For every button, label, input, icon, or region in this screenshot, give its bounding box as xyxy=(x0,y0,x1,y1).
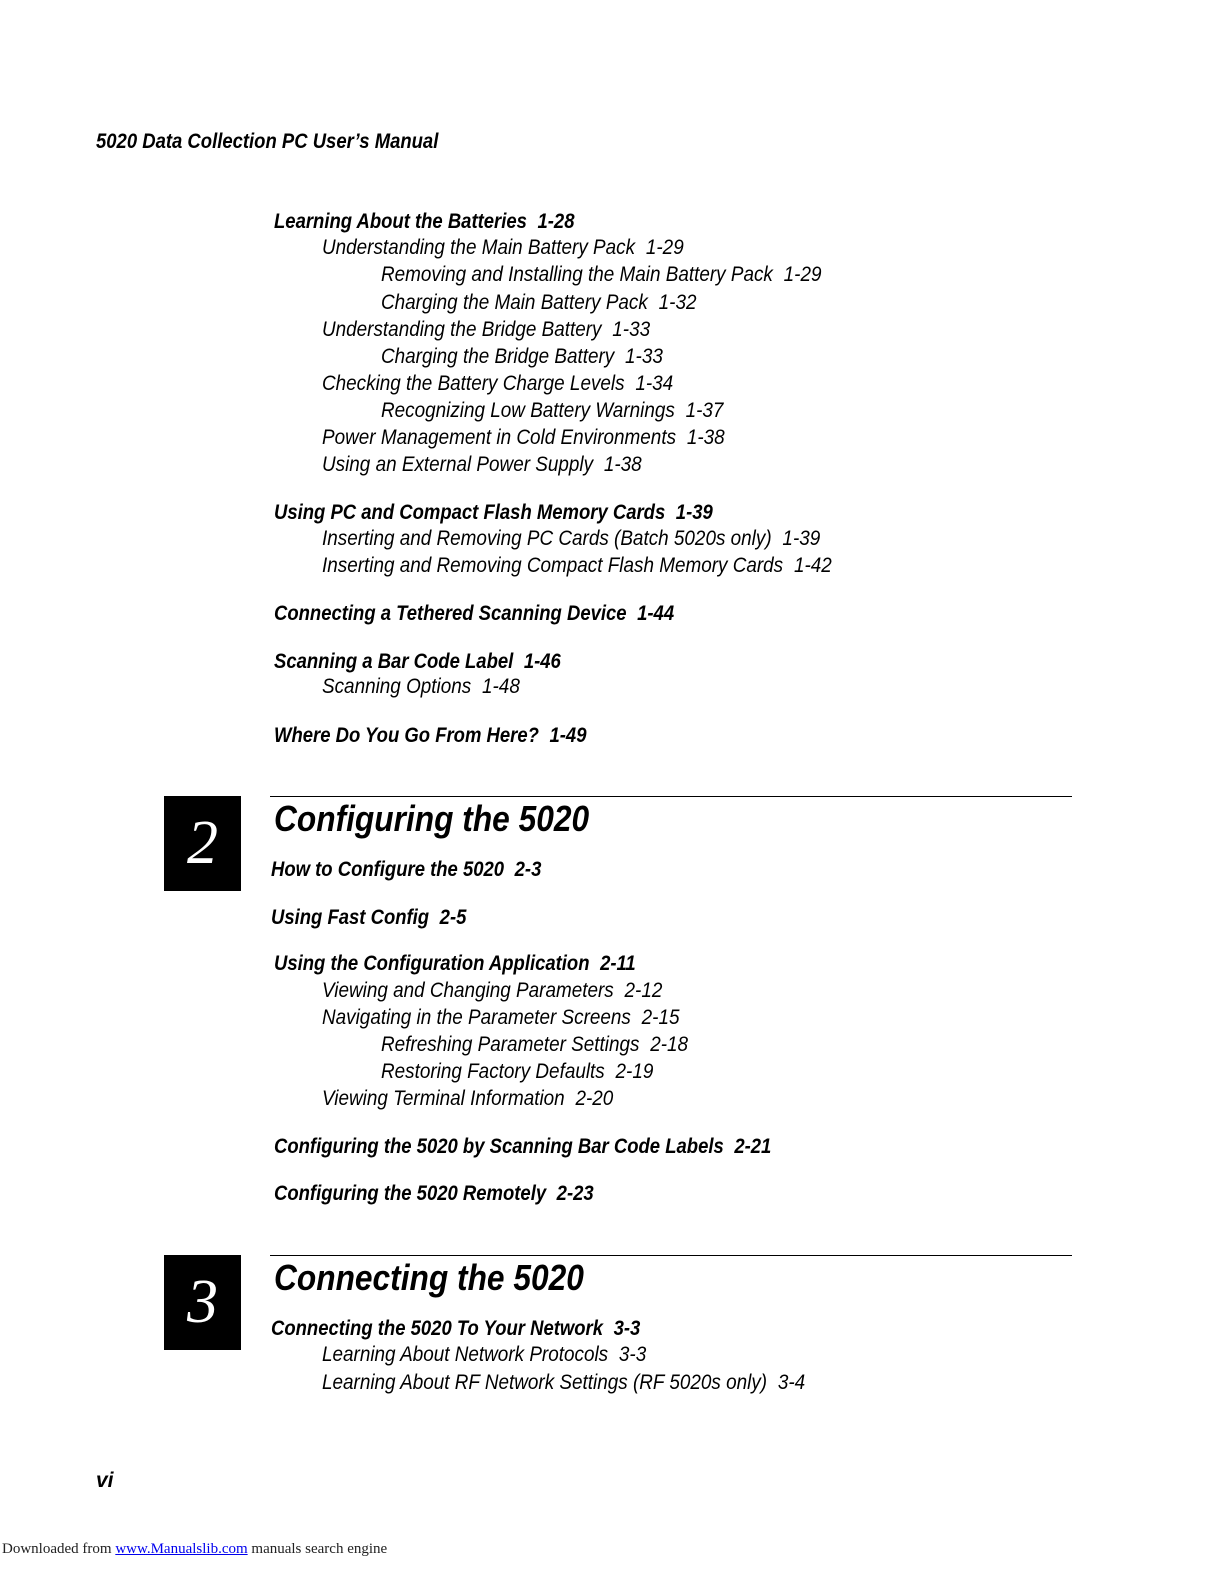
toc-entry[interactable] xyxy=(274,952,636,976)
toc-entry-title: Where Do You Go From Here? xyxy=(274,724,539,747)
toc-entry-page: 1-49 xyxy=(549,724,587,747)
toc-entry-page: 2-18 xyxy=(650,1033,689,1056)
chapter-number-badge: 3 xyxy=(164,1255,241,1350)
chapter-divider xyxy=(270,1255,1072,1256)
toc-entry-page: 2-21 xyxy=(734,1135,772,1158)
chapter-title[interactable]: Configuring the 5020 xyxy=(274,798,590,839)
toc-entry[interactable] xyxy=(322,318,650,342)
chapter-number-badge: 2 xyxy=(164,796,241,891)
toc-entry[interactable] xyxy=(381,345,663,369)
toc-entry-title: Restoring Factory Defaults xyxy=(381,1060,605,1083)
toc-entry[interactable] xyxy=(274,1182,594,1206)
toc-entry[interactable] xyxy=(322,1006,679,1030)
toc-entry[interactable] xyxy=(322,979,662,1003)
toc-entry-page: 2-15 xyxy=(641,1006,680,1029)
page-number: vi xyxy=(96,1469,114,1492)
toc-entry-title: Refreshing Parameter Settings xyxy=(381,1033,640,1056)
toc-entry[interactable] xyxy=(322,372,673,396)
toc-entry-title: Viewing Terminal Information xyxy=(322,1087,565,1110)
toc-entry[interactable] xyxy=(322,527,820,551)
toc-entry-title: Using an External Power Supply xyxy=(322,453,594,476)
toc-entry-page: 2-20 xyxy=(575,1087,614,1110)
toc-entry[interactable] xyxy=(322,426,725,450)
toc-entry[interactable] xyxy=(322,675,520,699)
toc-entry-title: Learning About Network Protocols xyxy=(322,1343,609,1366)
toc-entry-page: 1-33 xyxy=(612,318,651,341)
toc-entry-page: 1-38 xyxy=(686,426,725,449)
toc-entry-page: 1-29 xyxy=(783,263,822,286)
toc-entry-title: Charging the Bridge Battery xyxy=(381,345,615,368)
toc-entry-page: 1-39 xyxy=(675,501,713,524)
toc-entry-title: Recognizing Low Battery Warnings xyxy=(381,399,675,422)
toc-entry[interactable] xyxy=(274,501,713,525)
toc-entry-page: 1-32 xyxy=(658,291,697,314)
toc-entry-title: How to Configure the 5020 xyxy=(271,858,505,881)
toc-entry[interactable] xyxy=(271,858,541,882)
toc-entry-page: 1-42 xyxy=(793,554,832,577)
toc-entry-title: Understanding the Main Battery Pack xyxy=(322,236,636,259)
download-credit xyxy=(2,1541,387,1558)
toc-entry-page: 2-5 xyxy=(439,906,467,929)
toc-entry-title: Power Management in Cold Environments xyxy=(322,426,677,449)
chapter-title[interactable]: Connecting the 5020 xyxy=(274,1257,584,1298)
toc-entry-page: 3-3 xyxy=(618,1343,647,1366)
toc-entry[interactable] xyxy=(274,602,674,626)
toc-entry-title: Scanning Options xyxy=(322,675,472,698)
toc-entry-title: Removing and Installing the Main Battery Pack xyxy=(381,263,773,286)
toc-entry-page: 1-48 xyxy=(482,675,520,698)
toc-entry[interactable] xyxy=(322,236,684,260)
toc-entry-page: 1-37 xyxy=(685,399,724,422)
chapter-divider xyxy=(270,796,1072,797)
running-header: 5020 Data Collection PC User’s Manual xyxy=(96,130,439,153)
toc-entry-title: Learning About the Batteries xyxy=(274,210,527,233)
toc-entry-page: 2-19 xyxy=(615,1060,654,1083)
toc-entry-page: 2-11 xyxy=(600,952,636,975)
toc-entry-title: Charging the Main Battery Pack xyxy=(381,291,648,314)
toc-entry[interactable] xyxy=(274,724,586,748)
toc-entry-title: Inserting and Removing Compact Flash Memory Cards xyxy=(322,554,784,577)
toc-entry-title: Using PC and Compact Flash Memory Cards xyxy=(274,501,666,524)
toc-entry-page: 1-44 xyxy=(637,602,675,625)
toc-entry-page: 2-3 xyxy=(514,858,542,881)
toc-entry-page: 1-33 xyxy=(625,345,663,368)
toc-entry[interactable] xyxy=(381,1060,653,1084)
toc-entry-title: Viewing and Changing Parameters xyxy=(322,979,614,1002)
toc-entry[interactable] xyxy=(322,1343,646,1367)
toc-entry[interactable] xyxy=(381,263,821,287)
toc-entry[interactable] xyxy=(274,210,574,234)
toc-entry-title: Scanning a Bar Code Label xyxy=(274,650,514,673)
toc-entry-page: 1-28 xyxy=(537,210,575,233)
toc-entry-page: 1-38 xyxy=(603,453,642,476)
toc-entry[interactable] xyxy=(274,1135,771,1159)
toc-entry[interactable] xyxy=(322,554,832,578)
toc-entry[interactable] xyxy=(322,1087,613,1111)
toc-entry-page: 3-4 xyxy=(777,1371,806,1394)
toc-entry-title: Connecting a Tethered Scanning Device xyxy=(274,602,627,625)
toc-entry-title: Using Fast Config xyxy=(271,906,430,929)
toc-entry[interactable] xyxy=(271,1317,640,1341)
toc-entry-title: Learning About RF Network Settings (RF 5020s only) xyxy=(322,1371,768,1394)
toc-entry-title: Inserting and Removing PC Cards (Batch 5020s only) xyxy=(322,527,772,550)
toc-entry-page: 1-34 xyxy=(635,372,674,395)
toc-entry[interactable] xyxy=(271,906,466,930)
manualslib-link[interactable]: www.Manualslib.com xyxy=(115,1541,248,1557)
toc-entry-page: 3-3 xyxy=(613,1317,641,1340)
toc-entry[interactable] xyxy=(322,1371,805,1395)
toc-entry[interactable] xyxy=(381,1033,688,1057)
toc-entry-title: Connecting the 5020 To Your Network xyxy=(271,1317,604,1340)
toc-entry-title: Understanding the Bridge Battery xyxy=(322,318,602,341)
toc-entry[interactable] xyxy=(381,399,723,423)
toc-entry-title: Configuring the 5020 by Scanning Bar Code Labels xyxy=(274,1135,724,1158)
toc-entry-title: Navigating in the Parameter Screens xyxy=(322,1006,631,1029)
toc-entry-page: 1-39 xyxy=(782,527,821,550)
toc-entry-page: 1-29 xyxy=(645,236,684,259)
toc-entry[interactable] xyxy=(322,453,642,477)
toc-entry-page: 1-46 xyxy=(523,650,561,673)
download-prefix: Downloaded from xyxy=(2,1541,112,1557)
toc-entry-page: 2-12 xyxy=(624,979,663,1002)
toc-entry-title: Using the Configuration Application xyxy=(274,952,590,975)
toc-entry-title: Configuring the 5020 Remotely xyxy=(274,1182,547,1205)
toc-entry-title: Checking the Battery Charge Levels xyxy=(322,372,625,395)
toc-entry[interactable] xyxy=(274,650,561,674)
toc-entry[interactable] xyxy=(381,291,696,315)
download-suffix: manuals search engine xyxy=(247,1541,388,1557)
toc-entry-page: 2-23 xyxy=(556,1182,594,1205)
